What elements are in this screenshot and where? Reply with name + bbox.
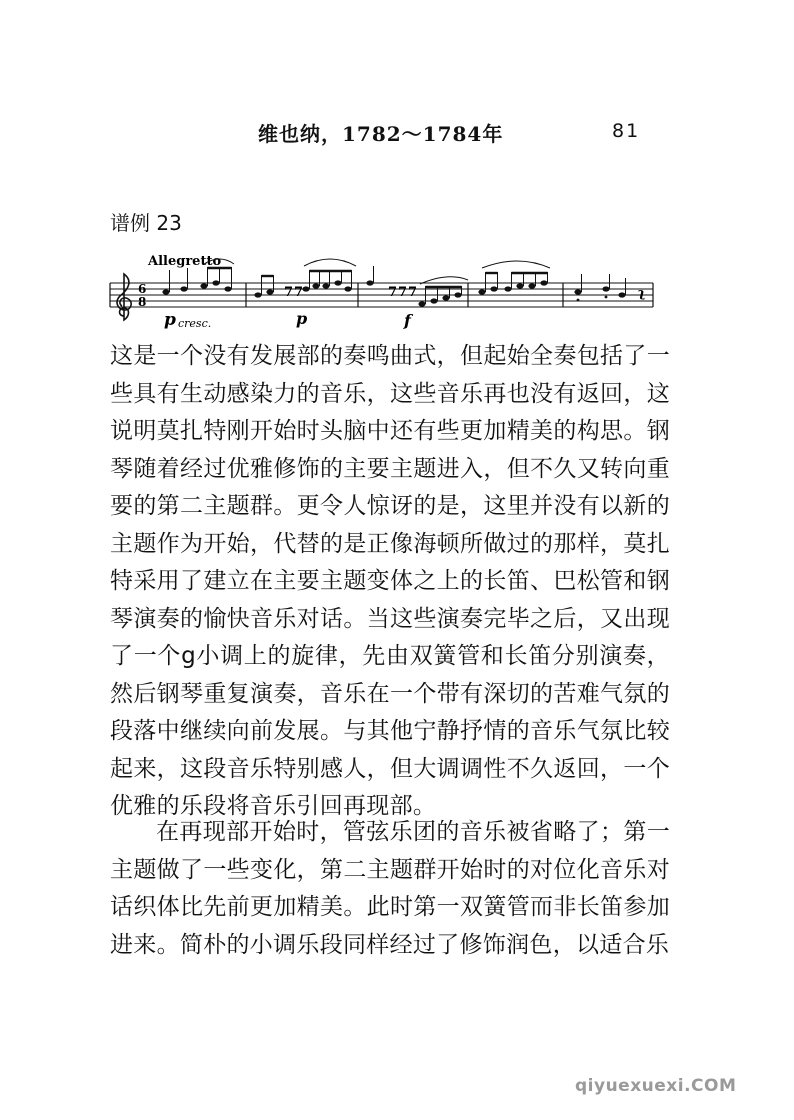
music-score [108,250,656,335]
time-signature-icon [138,282,146,309]
svg-text:7: 7 [284,285,294,300]
beams [208,268,548,287]
dynamic-forte: f [404,311,411,330]
body-paragraph-2: 在再现部开始时，管弦乐团的音乐被省略了；第一主题做了一些变化，第二主题群开始时的对位化音乐对话织体比先前更加精美。此时第一双簧管而非长笛参加进来。简朴的小调乐段同样经过了修饰润色，以适合乐 [110,819,670,958]
rests [284,285,645,301]
slurs [204,259,550,284]
running-header [0,118,794,148]
dynamic-piano: p [164,310,176,330]
page-number: 81 [612,120,641,142]
staff-lines [110,283,653,307]
running-title: 维也纳，1782～1784年 [258,122,504,146]
dynamic-cresc: cresc. [178,317,212,330]
svg-text:ʅ: ʅ [638,286,646,301]
site-watermark: qiyuexuexi.COM [575,1076,737,1096]
dynamics [164,309,414,330]
svg-text:7: 7 [398,285,408,300]
tempo-marking: Allegretto [148,254,222,269]
treble-clef-icon [117,274,131,320]
svg-text:7: 7 [388,285,398,300]
svg-text:7: 7 [294,285,304,300]
body-paragraph-1: 这是一个没有发展部的奏鸣曲式，但起始全奏包括了一些具有生动感染力的音乐，这些音乐再也没有返回，这说明莫扎特刚开始时头脑中还有些更加精美的构思。钢琴随着经过优雅修饰的主要主题进入，但不久又转向重要的第二主题群。更令人惊讶的是，这里并没有以新的主题作为开始，代替的是正像海顿所做过的那样，莫扎特采用了建立在主要主题变体之上的长笛、巴松管和钢琴演奏的愉快音乐对话。当这些演奏完毕之后，又出现了一个g小调上的旋律，先由双簧管和长笛分别演奏，然后钢琴重复演奏，音乐在一个带有深切的苦难气氛的段落中继续向前发展。与其他宁静抒情的音乐气氛比较起来，这段音乐特别感人，但大调调性不久返回，一个优雅的乐段将音乐引回再现部。 [110,343,670,819]
svg-text:7: 7 [408,285,418,300]
svg-text:8: 8 [138,295,147,309]
dynamic-piano-2: p [296,309,308,328]
svg-text:6: 6 [138,282,147,296]
music-example-label: 谱例 23 [110,211,182,235]
